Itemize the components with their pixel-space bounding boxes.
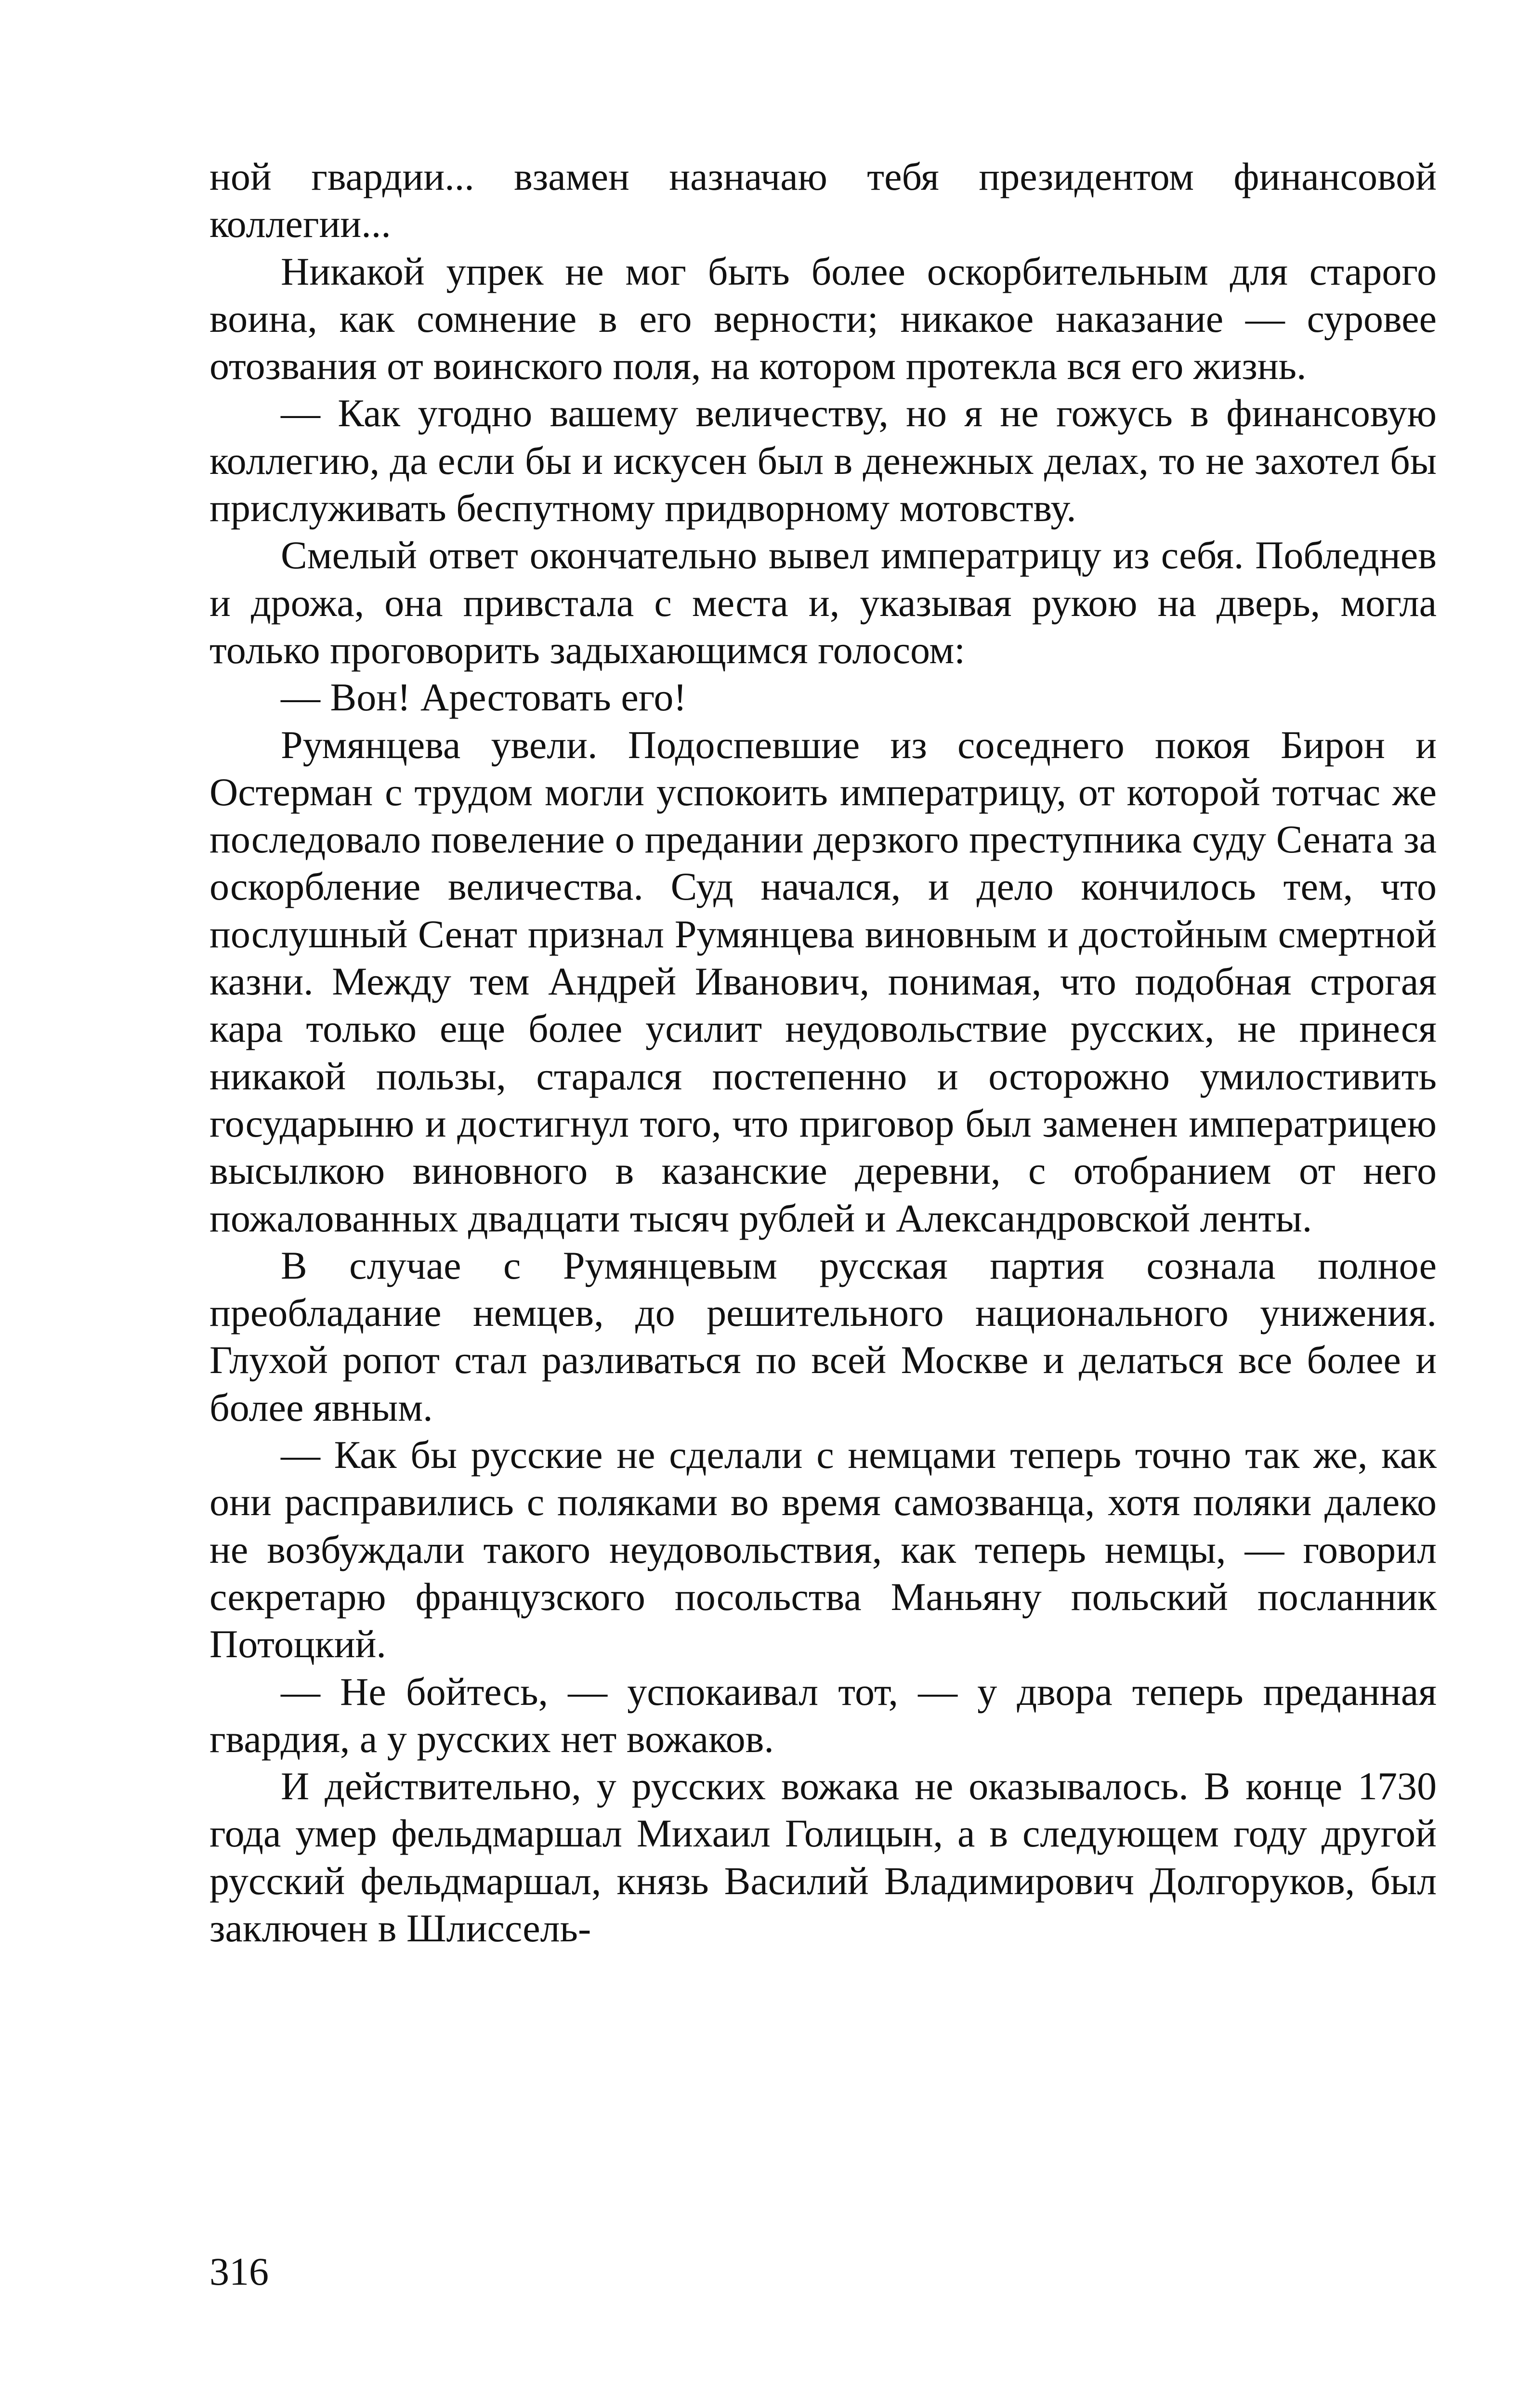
paragraph: В случае с Румянцевым русская партия сознала полное преобладание немцев, до решительного национального унижения. Глухой ропот стал разливаться по всей Москве и делаться все более и более явным. [210, 1243, 1437, 1429]
paragraph: ной гвардии... взамен назначаю тебя президентом финансовой коллегии... [210, 155, 1437, 246]
paragraph: — Вон! Арестовать его! [281, 675, 687, 720]
paragraph: И действительно, у русских вожака не оказывалось. В конце 1730 года умер фельдмаршал Михаил Голицын, а в следующем году другой русский фельдмаршал, князь Василий Владимирович Долгоруков, был заключен в Шлиссель- [210, 1764, 1437, 1950]
paragraph: — Не бойтесь, — успокаивал тот, — у двора теперь преданная гвардия, а у русских нет вожаков. [210, 1669, 1437, 1761]
paragraph: Смелый ответ окончательно вывел императрицу из себя. Побледнев и дрожа, она привстала с места и, указывая рукою на дверь, могла только проговорить задыхающимся голосом: [210, 533, 1437, 672]
page-number: 316 [210, 2250, 269, 2293]
paragraph: — Как угодно вашему величеству, но я не гожусь в финансовую коллегию, да если бы и искусен был в денежных делах, то не захотел бы прислуживать беспутному придворному мотовству. [210, 391, 1437, 530]
paragraph: Румянцева увели. Подоспевшие из соседнего покоя Бирон и Остерман с трудом могли успокоить императрицу, от которой тотчас же последовало повеление о предании дерзкого преступника суду Сената за оскорбление величества. Суд начался, и дело кончилось тем, что послушный Сенат признал Румянцева виновным и достойным смертной казни. Между тем Андрей Иванович, понимая, что подобная строгая кара только еще более усилит неудовольствие русских, не принеся никакой пользы, старался постепенно и осторожно умилостивить государыню и достигнул того, что приговор был заменен императрицею высылкою виновного в казанские деревни, с отобранием от него пожалованных двадцати тысяч рублей и Александровской ленты. [210, 722, 1437, 1240]
body-text [210, 153, 1437, 1952]
paragraph: Никакой упрек не мог быть более оскорбительным для старого воина, как сомнение в его верности; никакое наказание — суровее отозвания от воинского поля, на котором протекла вся его жизнь. [210, 249, 1437, 388]
paragraph: — Как бы русские не сделали с немцами теперь точно так же, как они расправились с поляками во время самозванца, хотя поляки далеко не возбуждали такого неудовольствия, как теперь немцы, — говорил секретарю французского посольства Маньяну польский посланник Потоцкий. [210, 1433, 1437, 1666]
